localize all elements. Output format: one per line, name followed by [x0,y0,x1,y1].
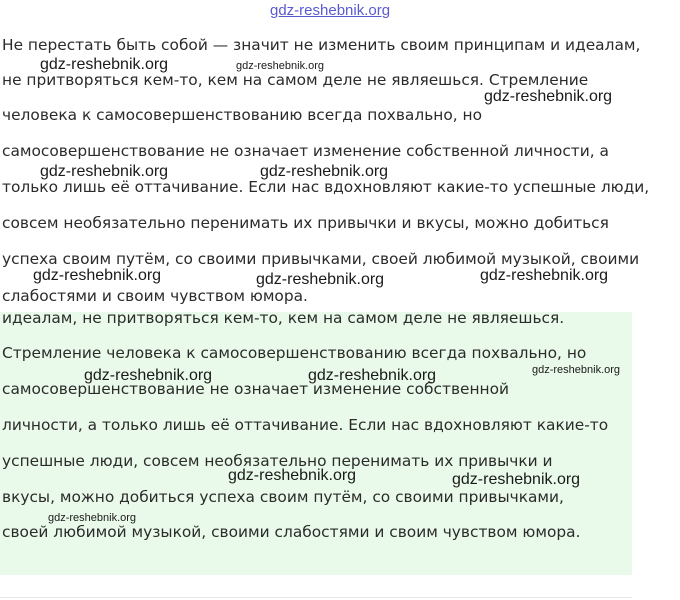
watermark: gdz-reshebnik.org [256,271,385,288]
text-line: не притворяться кем-то, кем на самом деле не являешься. Стремление [2,71,589,89]
text-line: Не перестать быть собой — значит не изменить своим принципам и идеалам, [2,36,641,54]
watermark: gdz-reshebnik.org [48,512,137,524]
watermark: gdz-reshebnik.org [308,367,437,384]
watermark: gdz-reshebnik.org [84,367,213,384]
watermark: gdz-reshebnik.org [33,267,162,284]
watermark: gdz-reshebnik.org [452,471,581,488]
text-line: вкусы, можно добиться успеха своим путём, со своими привычками, [2,488,564,506]
text-line: успеха своим путём, со своими привычками, своей любимой музыкой, своими [2,250,640,268]
watermark: gdz-reshebnik.org [40,163,169,180]
text-line: только лишь её оттачивание. Если нас вдохновляют какие-то успешные люди, [2,178,650,196]
text-line: самосовершенствование не означает изменение собственной личности, а [2,142,609,160]
text-line: личности, а только лишь её оттачивание. Если нас вдохновляют какие-то [2,416,609,434]
text-line: самосовершенствование не означает изменение собственной [2,380,510,398]
text-line: человека к самосовершенствованию всегда похвально, но [2,106,483,124]
divider [0,597,632,598]
watermark: gdz-reshebnik.org [484,88,613,105]
text-line: слабостями и своим чувством юмора. [2,287,308,305]
watermark: gdz-reshebnik.org [40,56,169,73]
text-line: успешные люди, совсем необязательно перенимать их привычки и [2,452,553,470]
watermark: gdz-reshebnik.org [532,364,621,376]
text-line: совсем необязательно перенимать их привычки и вкусы, можно добиться [2,214,609,232]
text-line: идеалам, не притворяться кем-то, кем на самом деле не являешься. [2,309,565,327]
watermark: gdz-reshebnik.org [260,163,389,180]
watermark: gdz-reshebnik.org [480,267,609,284]
watermark: gdz-reshebnik.org [228,467,357,484]
site-link[interactable]: gdz-reshebnik.org [270,2,391,19]
text-line: Стремление человека к самосовершенствованию всегда похвально, но [2,344,587,362]
watermark: gdz-reshebnik.org [236,60,325,72]
text-line: своей любимой музыкой, своими слабостями и своим чувством юмора. [2,523,581,541]
